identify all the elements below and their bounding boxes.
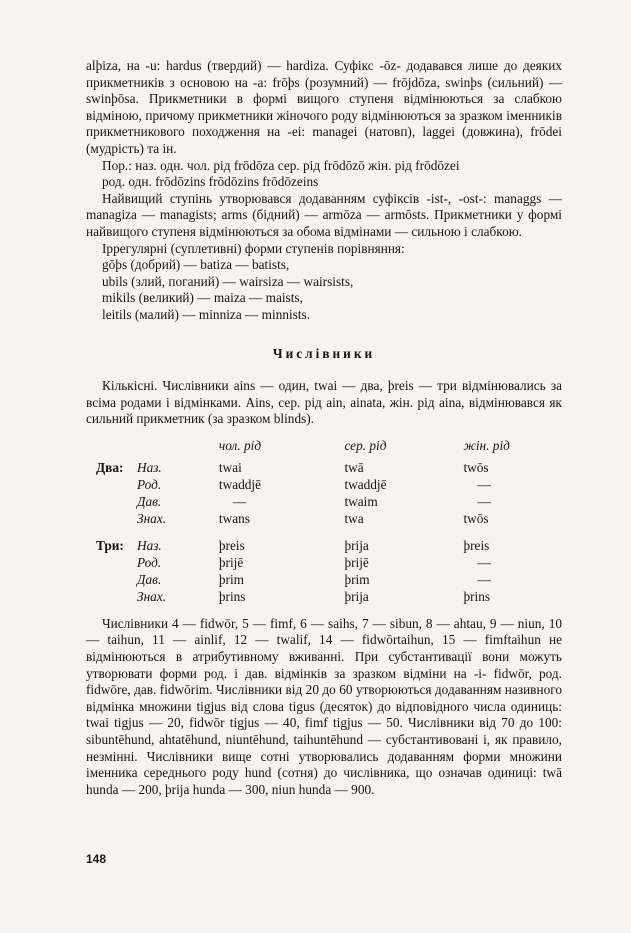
numeral-label-three: Три:	[96, 537, 124, 553]
table-row	[96, 460, 562, 477]
form-neuter: twa	[344, 510, 364, 526]
table-row	[96, 538, 562, 555]
header-masculine: чол. рід	[218, 437, 262, 453]
header-feminine: жін. рід	[463, 437, 510, 453]
form-feminine: —	[477, 476, 491, 492]
form-feminine: þreis	[463, 537, 490, 553]
form-feminine: —	[477, 493, 491, 509]
section-heading: Числівники	[272, 345, 376, 361]
irregular-item: gōþs (добрий) — batiza — batists,	[102, 257, 290, 273]
form-masculine: twans	[218, 510, 250, 526]
table-row	[96, 477, 562, 494]
form-feminine: —	[477, 571, 491, 587]
case-label: Дав.	[136, 571, 162, 587]
case-label: Знах.	[136, 510, 167, 526]
irregular-list	[86, 257, 562, 323]
irregular-item: leitils (малий) — minniza — minnists.	[102, 306, 311, 322]
comparative-paragraph: alþiza, на -u: hardus (твердий) — hardiza. Суфікс -ōz- додавався лише до деяких прикметників з основою на -a: frōþs (розумний) — frōjdōza, swinþs (сильний) — swinþōsa. Прикметники в формі вищого ступеня відмінюються за слабкою відміною, причому прикметники жіночого роду відмінюються за зразком іменників прикметникового походження на -ei: managei (натовп), laggei (довжина), frōdei (мудрість) та ін.	[86, 58, 562, 156]
comparative-forms	[86, 158, 562, 191]
comparative-forms-line-1: Пор.: наз. одн. чол. рід frōdōza сер. рід frōdōzō жін. рід frōdōzei	[102, 157, 460, 173]
numeral-label-two: Два:	[96, 459, 124, 475]
case-label: Наз.	[136, 537, 162, 553]
table-header-row	[96, 438, 562, 460]
form-neuter: twaddjē	[344, 476, 387, 492]
form-feminine: twōs	[463, 510, 489, 526]
form-masculine: þrim	[218, 571, 245, 587]
case-label: Род.	[136, 476, 162, 492]
form-masculine: twaddjē	[218, 476, 261, 492]
form-neuter: þrija	[344, 588, 369, 604]
form-feminine: þrins	[463, 588, 491, 604]
form-masculine: —	[232, 493, 247, 509]
form-feminine: —	[477, 554, 491, 570]
form-masculine: þrins	[218, 588, 246, 604]
form-feminine: twōs	[463, 459, 489, 475]
form-neuter: þrim	[344, 571, 370, 587]
table-row	[96, 494, 562, 511]
header-neuter: сер. рід	[344, 437, 387, 453]
case-label: Дав.	[136, 493, 162, 509]
form-neuter: twā	[344, 459, 364, 475]
irregular-item: ubils (злий, поганий) — wairsiza — wairsists,	[102, 273, 354, 289]
form-neuter: twaim	[344, 493, 378, 509]
case-label: Знах.	[136, 588, 167, 604]
table-row	[96, 555, 562, 572]
page-number: 148	[86, 852, 107, 866]
table-row	[96, 511, 562, 528]
form-neuter: þrijē	[344, 554, 369, 570]
irregular-item: mikils (великий) — maiza — maists,	[102, 290, 303, 306]
superlative-paragraph: Найвищий ступінь утворювався додаванням суфіксів -ist-, -ost-: managgs — managiza — managists; arms (бідний) — armōza — armōsts. Прикметники у формі найвищого ступеня відмінюються за обома відмінами — сильною і слабкою.	[86, 190, 562, 239]
case-label: Наз.	[136, 459, 162, 475]
form-masculine: þrijē	[218, 554, 244, 570]
numerals-paragraph: Числівники 4 — fidwōr, 5 — fimf, 6 — saihs, 7 — sibun, 8 — ahtau, 9 — niun, 10 — taihun, 11 — ainlif, 12 — twalif, 14 — fidwōrtaihun, 15 — fimftaihun не відмінюються в атрибутивному вживанні. При субстантивації вони можуть утворювати форми род. і дав. відмінків за зразком відміни на -i- fidwōr, род. fidwōre, дав. fidwōrim. Числівники від 20 до 60 утворюються додаванням називного відмінка множини tigjus від слова tigus (десяток) до відповідного числа одиниць: twai tigjus — 20, fidwōr tigjus — 40, fimf tigjus — 50. Числівники від 70 до 100: sibuntēhund, ahtatēhund, niuntēhund, taihuntēhund — субстантивовані і, як правило, незмінні. Числівники вище сотні утворювались додаванням форми множини іменника середнього роду hund (сотня) до числівника, що означав одиниці: twā hunda — 200, þrija hunda — 300, niun hunda — 900.	[86, 615, 562, 797]
table-row	[96, 589, 562, 606]
cardinal-intro-paragraph: Кількісні. Числівники ains — один, twai — два, þreis — три відмінювались за всіма родами і відмінками. Ains, сер. рід ain, ainata, жін. рід aina, відмінювався як сильний прикметник (за зразком blinds).	[86, 378, 562, 427]
case-label: Род.	[136, 554, 162, 570]
numeral-declension-table	[96, 438, 562, 606]
form-masculine: þreis	[218, 537, 245, 553]
form-neuter: þrija	[344, 537, 369, 553]
form-masculine: twai	[218, 459, 242, 475]
table-row	[96, 572, 562, 589]
page-body	[86, 58, 562, 798]
irregular-intro: Іррегулярні (суплетивні) форми ступенів порівняння:	[102, 240, 405, 256]
comparative-forms-line-2: род. одн. frōdōzins frōdōzins frōdōzeins	[102, 174, 319, 190]
